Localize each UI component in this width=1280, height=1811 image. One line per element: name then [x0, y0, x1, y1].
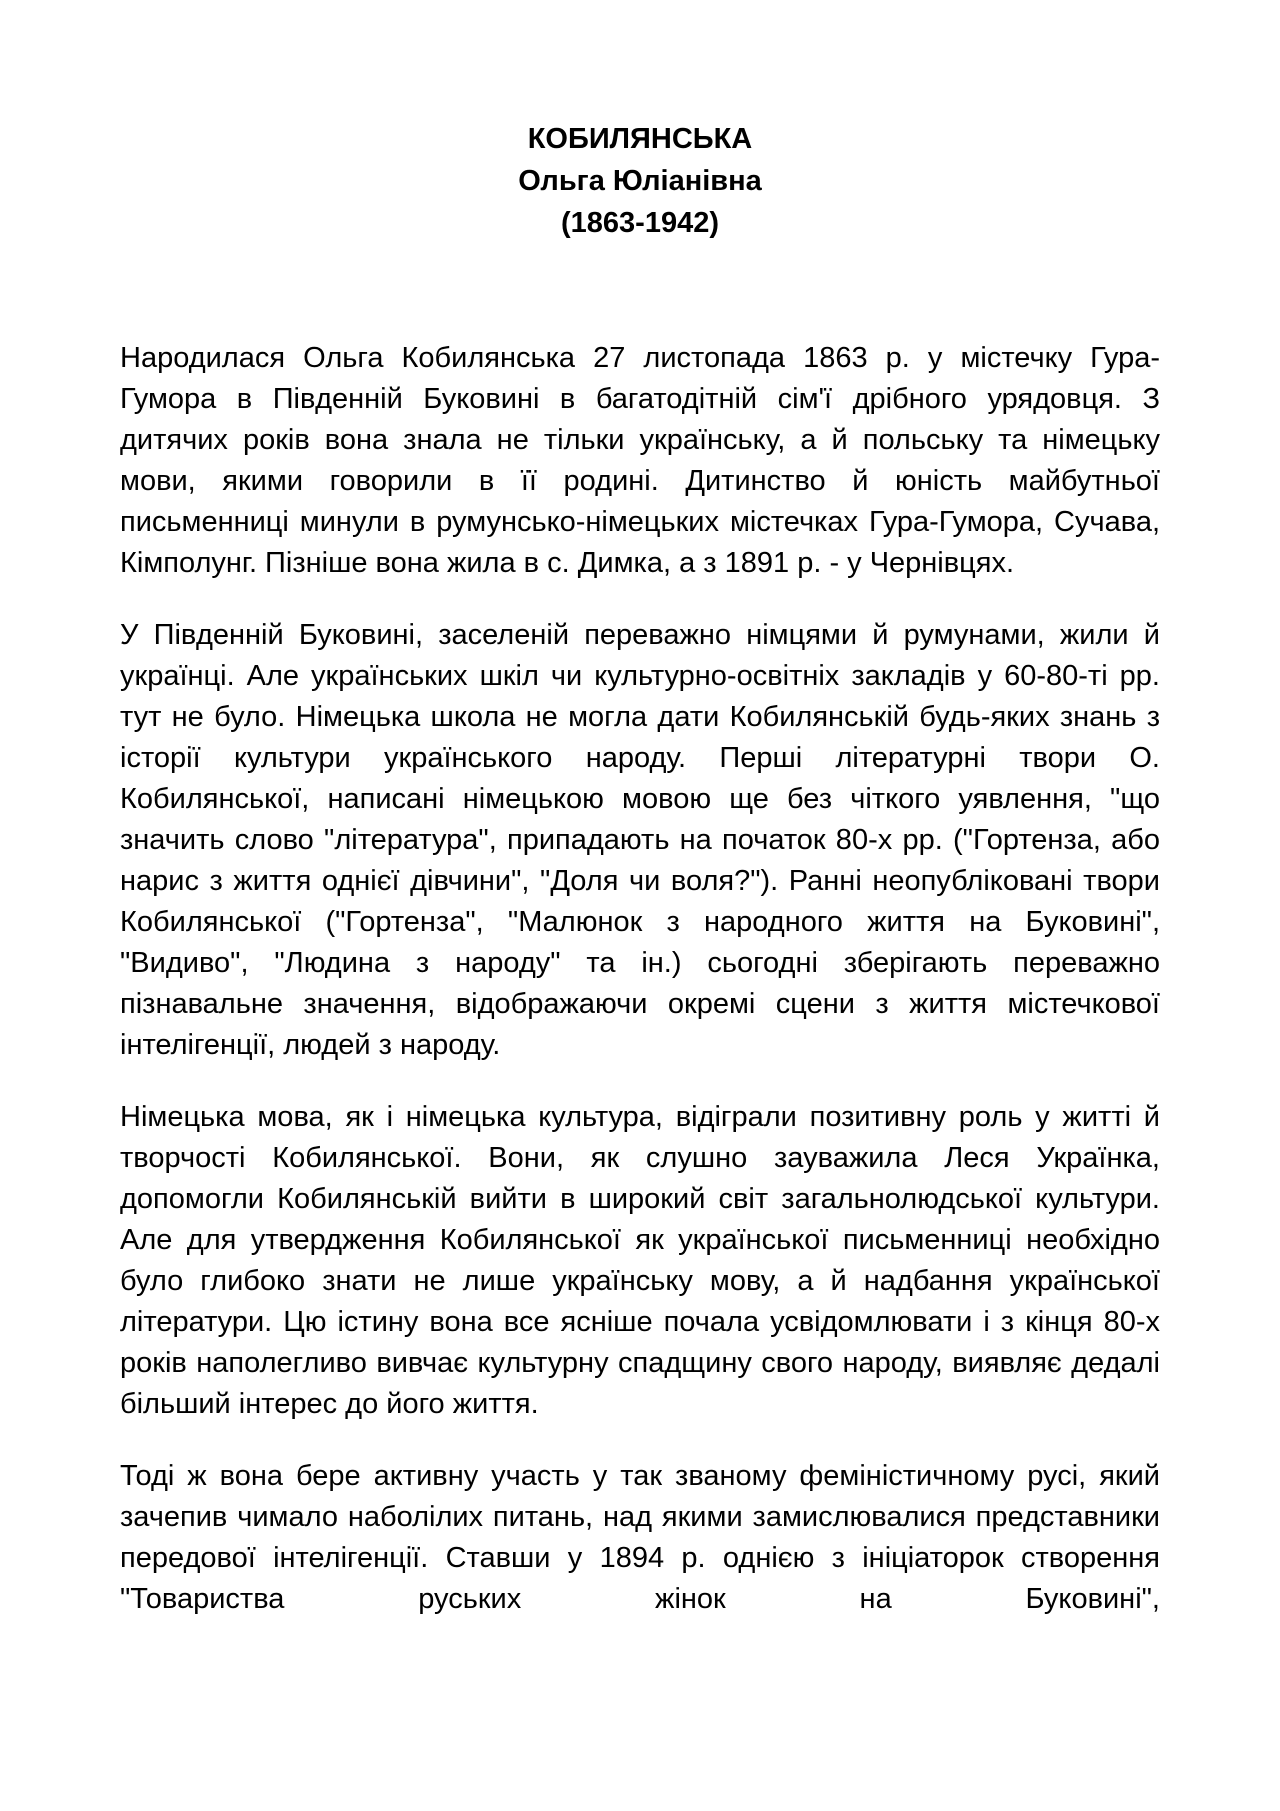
paragraph-3: Німецька мова, як і німецька культура, відіграли позитивну роль у житті й творчості Кобилянської. Вони, як слушно зауважила Леся Українка, допомогли Кобилянській вийти в широкий світ загальнолюдської культури. Але для утвердження Кобилянської як української письменниці необхідно було глибоко знати не лише українську мову, а й надбання української літератури. Цю істину вона все ясніше почала усвідомлювати і з кінця 80-х років наполегливо вивчає культурну спадщину свого народу, виявляє дедалі більший інтерес до його життя. — [120, 1101, 1160, 1420]
paragraph-1: Народилася Ольга Кобилянська 27 листопада 1863 р. у містечку Гура-Гумора в Південній Буковині в багатодітній сім'ї дрібного урядовця. З дитячих років вона знала не тільки українську, а й польську та німецьку мови, якими говорили в її родині. Дитинство й юність майбутньої письменниці минули в румунсько-німецьких містечках Гура-Гумора, Сучава, Кімполунг. Пізніше вона жила в с. Димка, а з 1891 р. - у Чернівцях. — [120, 342, 1160, 579]
paragraph-2: У Південній Буковині, заселеній переважно німцями й румунами, жили й українці. Але українських шкіл чи культурно-освітніх закладів у 60-80-ті рр. тут не було. Німецька школа не могла дати Кобилянській будь-яких знань з історії культури українського народу. Перші літературні твори О. Кобилянської, написані німецькою мовою ще без чіткого уявлення, "що значить слово "література", припадають на початок 80-х рр. ("Гортенза, або нарис з життя однієї дівчини", "Доля чи воля?"). Ранні неопубліковані твори Кобилянської ("Гортенза", "Малюнок з народного життя на Буковині", "Видиво", "Людина з народу" та ін.) сьогодні зберігають переважно пізнавальне значення, відображаючи окремі сцени з життя містечкової інтелігенції, людей з народу. — [120, 619, 1160, 1061]
title-years: (1863-1942) — [561, 207, 719, 239]
paragraph-4: Тоді ж вона бере активну участь у так званому феміністичному русі, який зачепив чимало наболілих питань, над якими замислювалися представники передової інтелігенції. Ставши у 1894 р. однією з ініціаторок створення "Товариства руських жінок на Буковині", — [120, 1460, 1160, 1615]
document-title — [0, 118, 1280, 244]
document-body — [120, 338, 1160, 1620]
title-name: Ольга Юліанівна — [518, 165, 762, 197]
title-surname: КОБИЛЯНСЬКА — [527, 123, 753, 155]
